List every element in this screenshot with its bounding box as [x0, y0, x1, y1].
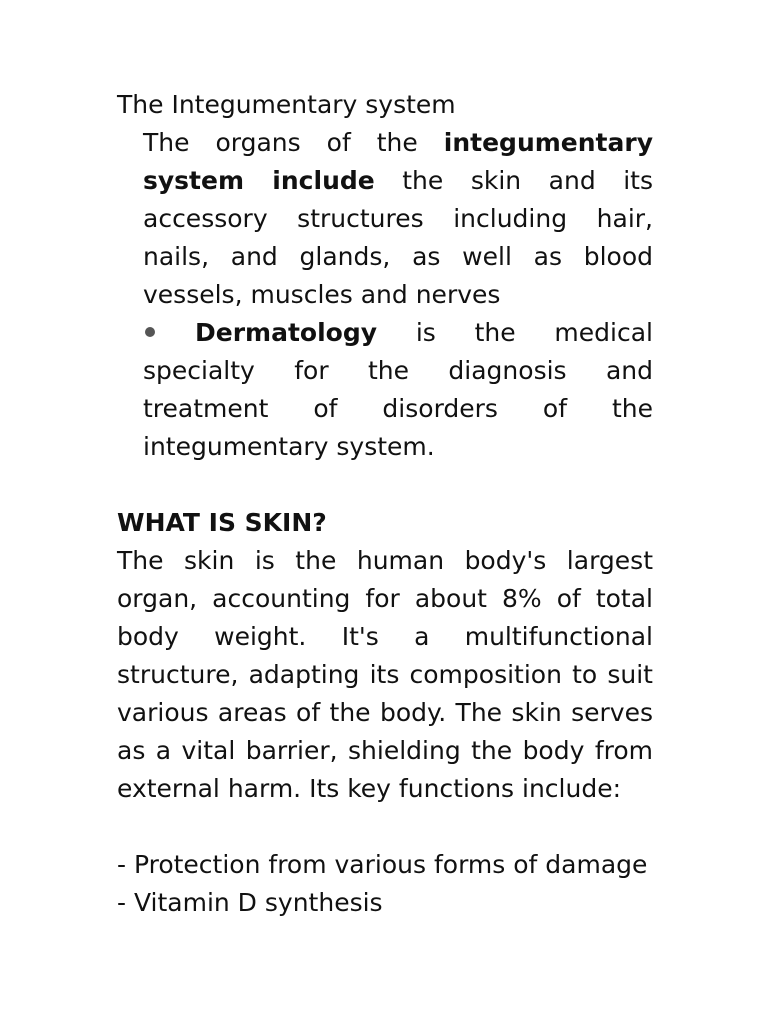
functions-list — [117, 846, 653, 922]
document-page — [117, 86, 653, 922]
section-heading: WHAT IS SKIN? — [117, 508, 327, 537]
bullet-icon — [145, 327, 155, 337]
organs-text-bold: integumentary system include — [143, 128, 653, 195]
document-title: The Integumentary system — [117, 90, 456, 119]
list-item: - Vitamin D synthesis — [117, 888, 383, 917]
dermatology-paragraph — [143, 314, 653, 466]
organs-text-rest: the skin and its accessory structures including hair, nails, and glands, as well as blood vessels, muscles and nerves — [143, 166, 653, 309]
organs-text-lead: The organs of the — [143, 128, 444, 157]
dermatology-definition: is the medical specialty for the diagnosis and treatment of disorders of the integumentary system. — [143, 318, 653, 461]
dermatology-term: Dermatology — [195, 318, 378, 347]
intro-block — [117, 124, 653, 466]
list-item: - Protection from various forms of damage — [117, 850, 648, 879]
organs-paragraph — [143, 124, 653, 314]
section-body: The skin is the human body's largest organ, accounting for about 8% of total body weight. It's a multifunctional structure, adapting its composition to suit various areas of the body. The skin serves as a vital barrier, shielding the body from external harm. Its key functions include: — [117, 546, 653, 803]
